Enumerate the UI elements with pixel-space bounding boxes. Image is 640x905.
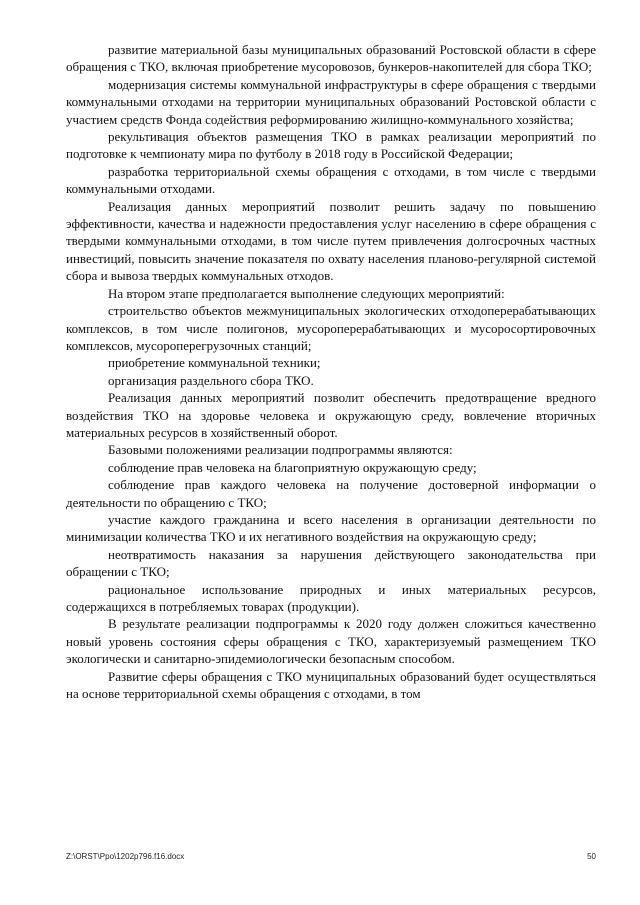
paragraph-13: соблюдение прав каждого человека на получение достоверной информации о деятельности по обращению с ТКО;: [66, 477, 596, 510]
paragraph-14: участие каждого гражданина и всего населения в организации деятельности по минимизации количества ТКО и их негативного воздействия на окружающую среду;: [66, 511, 596, 545]
paragraph-17: В результате реализации подпрограммы к 2020 году должен сложиться качественно новый уровень состояния сферы обращения с ТКО, характеризуемый размещением ТКО экологически и санитарно-эпидемиологически безопасным способом.: [66, 616, 596, 667]
paragraph-10: Реализация данных мероприятий позволит обеспечить предотвращение вредного воздействия ТКО на здоровье человека и окружающую среду, вовлечение вторичных материальных ресурсов в хозяйственный оборот.: [66, 390, 596, 440]
footer-page-number: 50: [587, 852, 596, 861]
paragraph-18: Развитие сферы обращения с ТКО муниципальных образований будет осуществляться на основе территориальной схемы обращения с отходами, в том: [66, 668, 596, 702]
paragraph-16: рациональное использование природных и иных материальных ресурсов, содержащихся в потребляемых товарах (продукции).: [66, 581, 596, 614]
page-body: [66, 41, 596, 702]
paragraph-9: организация раздельного сбора ТКО.: [108, 372, 314, 388]
paragraph-8: приобретение коммунальной техники;: [108, 355, 321, 371]
paragraph-4: разработка территориальной схемы обращения с отходами, в том числе с твердыми коммунальными отходами.: [66, 163, 596, 197]
paragraph-2: модернизация системы коммунальной инфраструктуры в сфере обращения с твердыми коммунальными отходами на территории муниципальных образований Ростовской области с участием средств Фонда содействия реформированию жилищно-коммунального хозяйства;: [66, 76, 596, 127]
paragraph-1: развитие материальной базы муниципальных образований Ростовской области в сфере обращения с ТКО, включая приобретение мусоровозов, бункеров-накопителей для сбора ТКО;: [66, 42, 596, 75]
paragraph-15: неотвратимость наказания за нарушения действующего законодательства при обращении с ТКО;: [66, 546, 596, 580]
paragraph-12: соблюдение прав человека на благоприятную окружающую среду;: [108, 459, 477, 475]
paragraph-11: Базовыми положениями реализации подпрограммы являются:: [108, 442, 453, 458]
paragraph-7: строительство объектов межмуниципальных экологических отходоперерабатывающих комплексов, в том числе полигонов, мусороперерабатывающих и мусоросортировочных комплексов, мусороперегрузочных станций;: [66, 303, 596, 353]
paragraph-3: рекультивация объектов размещения ТКО в рамках реализации мероприятий по подготовке к чемпионату мира по футболу в 2018 году в Российской Федерации;: [66, 129, 596, 162]
paragraph-5: Реализация данных мероприятий позволит решить задачу по повышению эффективности, качества и надежности предоставления услуг населению в сфере обращения с твердыми коммунальными отходами, в том числе путем привлечения долгосрочных частных инвестиций, повысить значение показателя по охвату населения планово-регулярной системой сбора и вывоза твердых коммунальных отходов.: [66, 198, 596, 284]
paragraph-6: На втором этапе предполагается выполнение следующих мероприятий:: [108, 285, 505, 301]
footer-file-path: Z:\ORST\Ppo\1202p796.f16.docx: [66, 852, 185, 861]
